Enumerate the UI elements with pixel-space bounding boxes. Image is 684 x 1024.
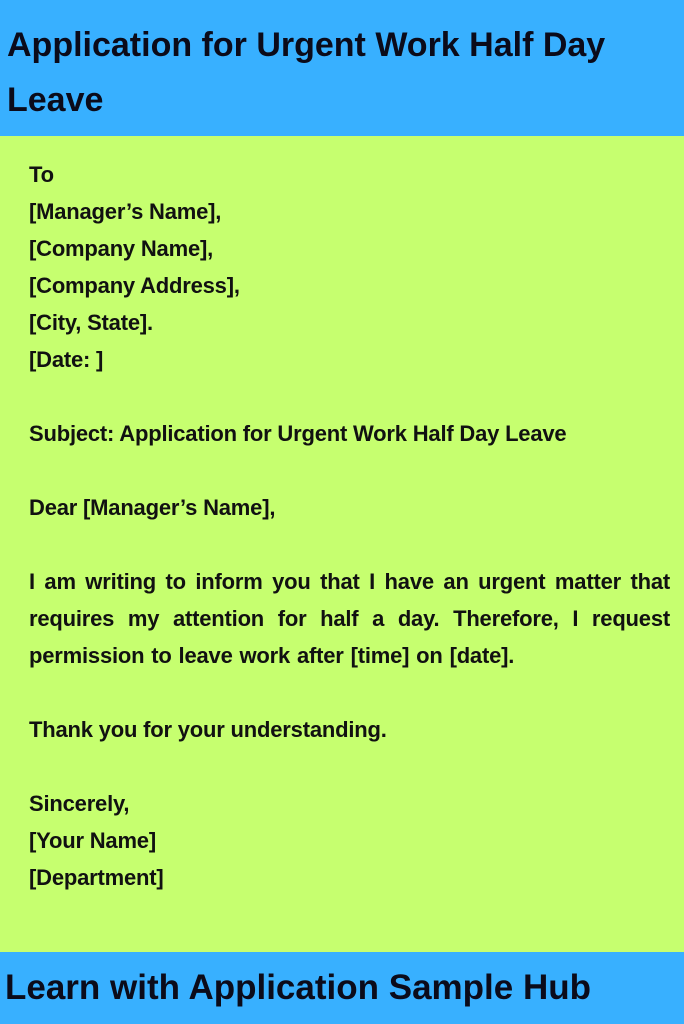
letter-salutation: Dear [Manager’s Name], (29, 495, 276, 520)
spacer (29, 748, 670, 785)
letter-thanks: Thank you for your understanding. (29, 717, 387, 742)
letter-body (29, 156, 670, 896)
recipient-manager-name: [Manager’s Name], (29, 199, 222, 224)
recipient-company-address: [Company Address], (29, 273, 240, 298)
signature-department: [Department] (29, 865, 164, 890)
recipient-company-name: [Company Name], (29, 236, 214, 261)
spacer (29, 452, 670, 489)
footer-banner (0, 952, 684, 1024)
spacer (29, 674, 670, 711)
letter-closing: Sincerely, (29, 791, 130, 816)
spacer (29, 526, 670, 563)
recipient-city-state: [City, State]. (29, 310, 153, 335)
letter-date: [Date: ] (29, 347, 104, 372)
letter-body-paragraph: I am writing to inform you that I have an urgent matter that requires my attention for half a day. Therefore, I request permission to leave work after [time] on [date]. (29, 569, 670, 668)
header-banner (0, 0, 684, 136)
recipient-to: To (29, 162, 54, 187)
spacer (29, 378, 670, 415)
signature-name: [Your Name] (29, 828, 156, 853)
footer-text: Learn with Application Sample Hub (5, 968, 591, 1007)
page-title: Application for Urgent Work Half Day Leave (7, 26, 606, 119)
letter-subject: Subject: Application for Urgent Work Half Day Leave (29, 421, 567, 446)
